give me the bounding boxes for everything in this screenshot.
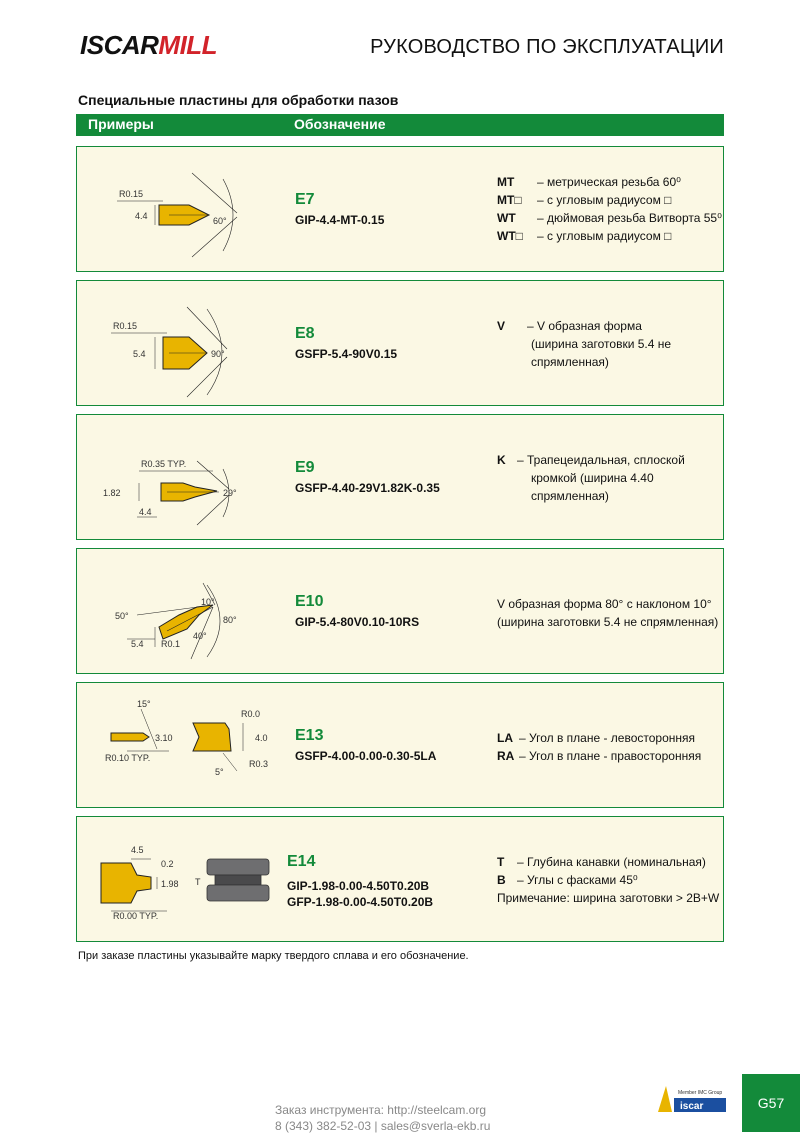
e13-angle1-label: 15° bbox=[137, 699, 151, 709]
logo-part1: ISCAR bbox=[80, 30, 159, 60]
desc-key: RA bbox=[497, 749, 515, 763]
column-designation: Обозначение bbox=[294, 116, 386, 132]
desc-line bbox=[497, 173, 722, 191]
desc-line bbox=[497, 353, 671, 371]
e14-designation-2: GFP-1.98-0.00-4.50T0.20B bbox=[287, 895, 434, 909]
desc-line bbox=[497, 469, 685, 487]
e13-width-label: 3.10 bbox=[155, 733, 173, 743]
insert-card-e9 bbox=[76, 414, 724, 540]
footer-phone-email[interactable]: 8 (343) 382-52-03 | sales@sverla-ekb.ru bbox=[275, 1119, 491, 1133]
e10-code: E10 bbox=[295, 593, 324, 610]
desc-key bbox=[497, 469, 531, 487]
desc-key: B bbox=[497, 873, 506, 887]
e9-code: E9 bbox=[295, 459, 315, 476]
e10-angle4-label: 40° bbox=[193, 631, 207, 641]
e10-angle2-label: 10° bbox=[201, 597, 215, 607]
footer-contacts bbox=[275, 1102, 490, 1134]
desc-key: WT bbox=[497, 211, 516, 225]
e7-width-label: 4.4 bbox=[135, 211, 148, 221]
section-title: Специальные пластины для обработки пазов bbox=[78, 92, 399, 108]
desc-key: MT bbox=[497, 175, 515, 189]
desc-line bbox=[497, 729, 701, 747]
insert-card-e13 bbox=[76, 682, 724, 808]
desc-key: V bbox=[497, 319, 506, 333]
desc-text: – с угловым радиусом □ bbox=[537, 193, 672, 207]
member-brand: iscar bbox=[680, 1101, 704, 1112]
insert-card-e8 bbox=[76, 280, 724, 406]
e13-code: E13 bbox=[295, 727, 324, 744]
desc-text: Примечание: ширина заготовки > 2B+W bbox=[497, 891, 720, 905]
desc-key bbox=[497, 353, 531, 371]
e14-code: E14 bbox=[287, 853, 316, 870]
e10-designation: GIP-5.4-80V0.10-10RS bbox=[295, 615, 420, 629]
e8-designation: GSFP-5.4-90V0.15 bbox=[295, 347, 398, 361]
desc-text: – метрическая резьба 60⁰ bbox=[537, 175, 681, 189]
e7-angle-label: 60° bbox=[213, 216, 227, 226]
e9-radius-label: R0.35 TYP. bbox=[141, 459, 187, 469]
e9-height-label: 1.82 bbox=[103, 488, 121, 498]
e13-diagram bbox=[97, 689, 297, 804]
e9-angle-label: 29° bbox=[223, 488, 237, 498]
desc-text: – Глубина канавки (номинальная) bbox=[517, 855, 706, 869]
e13-height-label: 4.0 bbox=[255, 733, 268, 743]
e14-diagram bbox=[97, 823, 297, 938]
e10-angle1-label: 50° bbox=[115, 611, 129, 621]
desc-text: – Трапецеидальная, сплоской bbox=[517, 453, 685, 467]
e8-code: E8 bbox=[295, 325, 315, 342]
desc-line bbox=[497, 889, 719, 907]
desc-line bbox=[497, 853, 719, 871]
page-number: G57 bbox=[742, 1074, 800, 1132]
e8-width-label: 5.4 bbox=[133, 349, 146, 359]
desc-key: MT□ bbox=[497, 193, 522, 207]
order-note: При заказе пластины указывайте марку твердого сплава и его обозначение. bbox=[78, 950, 469, 962]
e9-designation: GSFP-4.40-29V1.82K-0.35 bbox=[295, 481, 440, 495]
e9-diagram bbox=[97, 421, 297, 536]
desc-line bbox=[497, 317, 671, 335]
e14-width-label: 4.5 bbox=[131, 845, 144, 855]
e14-radius-label: R0.00 TYP. bbox=[113, 911, 159, 921]
column-header-bar bbox=[76, 114, 724, 136]
desc-text: спрямленная) bbox=[531, 489, 609, 503]
desc-line bbox=[497, 487, 685, 505]
desc-text: – V образная форма bbox=[527, 319, 642, 333]
e14-chamfer-label: 0.2 bbox=[161, 859, 174, 869]
e7-diagram bbox=[97, 153, 297, 268]
e9-description bbox=[497, 451, 685, 505]
desc-key: LA bbox=[497, 731, 513, 745]
insert-card-e14 bbox=[76, 816, 724, 942]
desc-key: T bbox=[497, 855, 505, 869]
desc-line bbox=[497, 209, 722, 227]
e10-radius-label: R0.1 bbox=[161, 639, 181, 649]
desc-text: – Углы с фасками 45⁰ bbox=[517, 873, 638, 887]
desc-text: V образная форма 80° с наклоном 10° bbox=[497, 597, 712, 611]
desc-key bbox=[497, 487, 531, 505]
desc-text: – Угол в плане - левосторонняя bbox=[519, 731, 696, 745]
desc-text: кромкой (ширина 4.40 bbox=[531, 471, 654, 485]
e8-angle-label: 90° bbox=[211, 349, 225, 359]
iscarmill-logo bbox=[80, 30, 217, 61]
desc-text: (ширина заготовки 5.4 не bbox=[531, 337, 672, 351]
e10-angle3-label: 80° bbox=[223, 615, 237, 625]
e8-radius-label: R0.15 bbox=[113, 321, 138, 331]
e14-designation: GIP-1.98-0.00-4.50T0.20B bbox=[287, 879, 430, 893]
e7-designation: GIP-4.4-MT-0.15 bbox=[295, 213, 385, 227]
e10-width-label: 5.4 bbox=[131, 639, 144, 649]
desc-line bbox=[497, 191, 722, 209]
e14-t-label: T bbox=[195, 877, 201, 887]
member-text: Member IMC Group bbox=[678, 1090, 723, 1096]
logo-part2: MILL bbox=[158, 30, 218, 60]
e8-diagram bbox=[97, 287, 297, 402]
e9-width-label: 4.4 bbox=[139, 507, 152, 517]
e14-height-label: 1.98 bbox=[161, 879, 179, 889]
desc-key: WT□ bbox=[497, 229, 523, 243]
e13-description bbox=[497, 729, 701, 765]
desc-text: – с угловым радиусом □ bbox=[537, 229, 672, 243]
e10-diagram bbox=[97, 555, 297, 670]
e14-description bbox=[497, 853, 719, 907]
desc-line bbox=[497, 335, 671, 353]
desc-line bbox=[497, 871, 719, 889]
e10-description bbox=[497, 595, 718, 631]
desc-line bbox=[497, 227, 722, 245]
desc-text: (ширина заготовки 5.4 не спрямленная) bbox=[497, 615, 719, 629]
column-examples: Примеры bbox=[88, 116, 154, 132]
e7-radius-label: R0.15 bbox=[119, 189, 144, 199]
desc-text: – Угол в плане - правосторонняя bbox=[519, 749, 702, 763]
iscar-member-logo bbox=[656, 1084, 728, 1114]
footer-url[interactable]: Заказ инструмента: http://steelcam.org bbox=[275, 1103, 487, 1117]
e7-code: E7 bbox=[295, 191, 315, 208]
desc-line bbox=[497, 747, 701, 765]
e13-radius3-label: R0.3 bbox=[249, 759, 269, 769]
e13-radius1-label: R0.10 TYP. bbox=[105, 753, 151, 763]
insert-card-e7 bbox=[76, 146, 724, 272]
desc-text: – дюймовая резьба Витворта 55⁰ bbox=[537, 211, 722, 225]
desc-key bbox=[497, 335, 531, 353]
desc-text: спрямленная) bbox=[531, 355, 609, 369]
insert-card-e10 bbox=[76, 548, 724, 674]
page-title: РУКОВОДСТВО ПО ЭКСПЛУАТАЦИИ bbox=[370, 36, 724, 58]
e7-description bbox=[497, 173, 722, 245]
e8-description bbox=[497, 317, 671, 371]
e13-radius2-label: R0.0 bbox=[241, 709, 261, 719]
desc-line bbox=[497, 451, 685, 469]
e13-angle2-label: 5° bbox=[215, 767, 224, 777]
desc-key: K bbox=[497, 453, 506, 467]
e13-designation: GSFP-4.00-0.00-0.30-5LA bbox=[295, 749, 437, 763]
